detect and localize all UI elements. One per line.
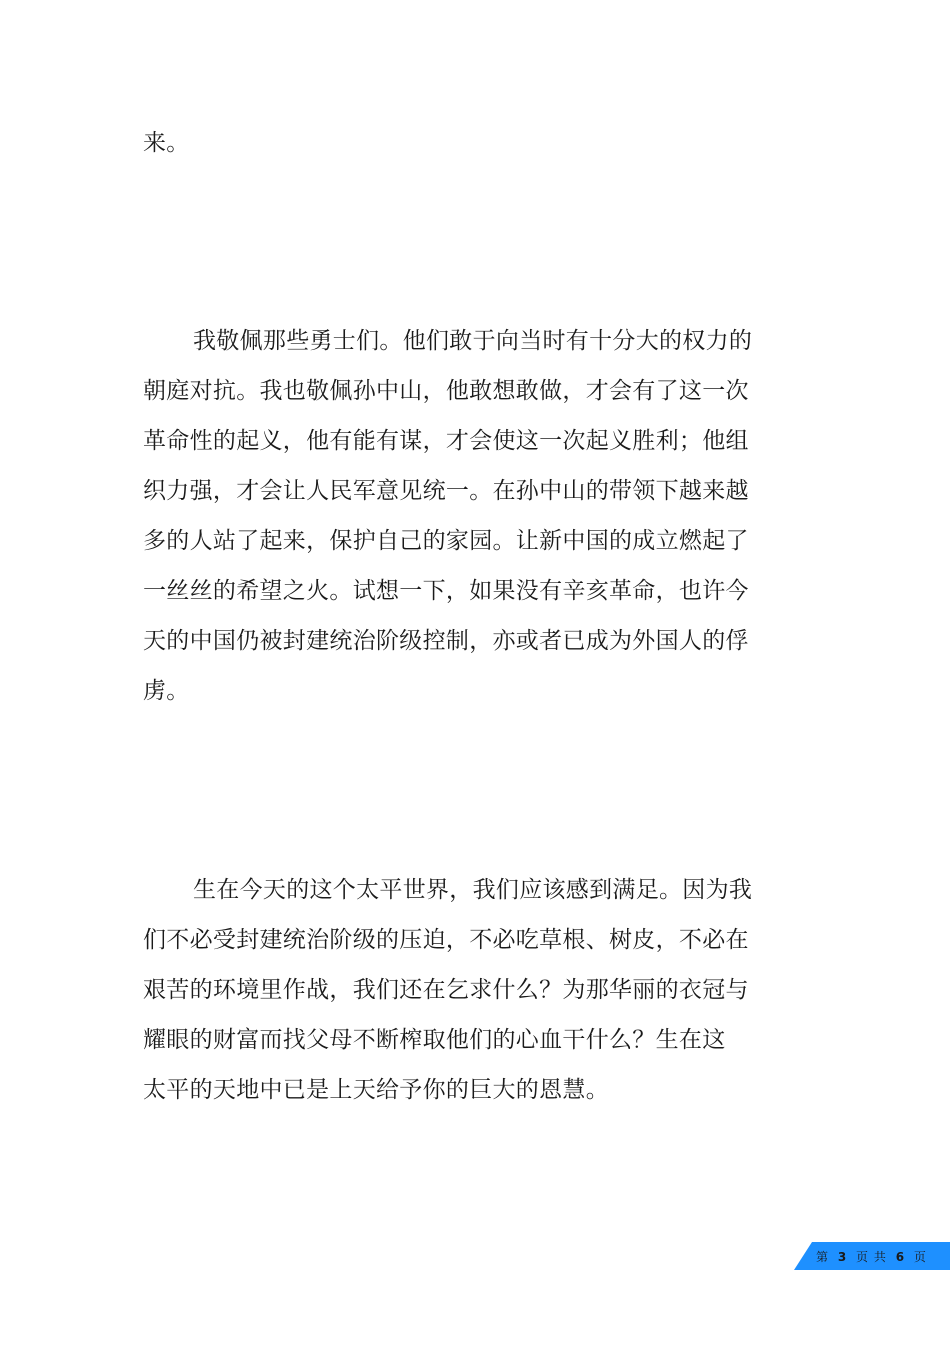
page-number-badge	[794, 1242, 950, 1270]
text-line: 织力强，才会让人民军意见统一。在孙中山的带领下越来越	[143, 478, 749, 504]
text-line: 耀眼的财富而找父母不断榨取他们的心血干什么？生在这	[143, 1027, 726, 1053]
text-line: 天的中国仍被封建统治阶级控制，亦或者已成为外国人的俘	[143, 628, 749, 654]
text-line: 们不必受封建统治阶级的压迫，不必吃草根、树皮，不必在	[143, 927, 749, 953]
page-number-label	[816, 1248, 927, 1265]
text-line: 我敬佩那些勇士们。他们敢于向当时有十分大的权力的	[193, 328, 753, 354]
text-line: 朝庭对抗。我也敬佩孙中山，他敢想敢做，才会有了这一次	[143, 378, 749, 404]
text-line: 来。	[143, 130, 190, 156]
page-suffix: 页	[913, 1250, 927, 1264]
current-page-number: 3	[837, 1250, 848, 1264]
page-middle-text: 页 共	[856, 1250, 887, 1264]
text-line: 艰苦的环境里作战，我们还在乞求什么？为那华丽的衣冠与	[143, 977, 749, 1003]
text-line: 虏。	[143, 678, 190, 704]
text-line: 革命性的起义，他有能有谋，才会使这一次起义胜利；他组	[143, 428, 749, 454]
total-pages-number: 6	[895, 1250, 906, 1264]
text-line: 一丝丝的希望之火。试想一下，如果没有辛亥革命，也许今	[143, 578, 749, 604]
text-line: 多的人站了起来，保护自己的家园。让新中国的成立燃起了	[143, 528, 749, 554]
page-prefix: 第	[816, 1250, 830, 1264]
text-line: 生在今天的这个太平世界，我们应该感到满足。因为我	[193, 877, 753, 903]
text-line: 太平的天地中已是上天给予你的巨大的恩慧。	[143, 1077, 609, 1103]
